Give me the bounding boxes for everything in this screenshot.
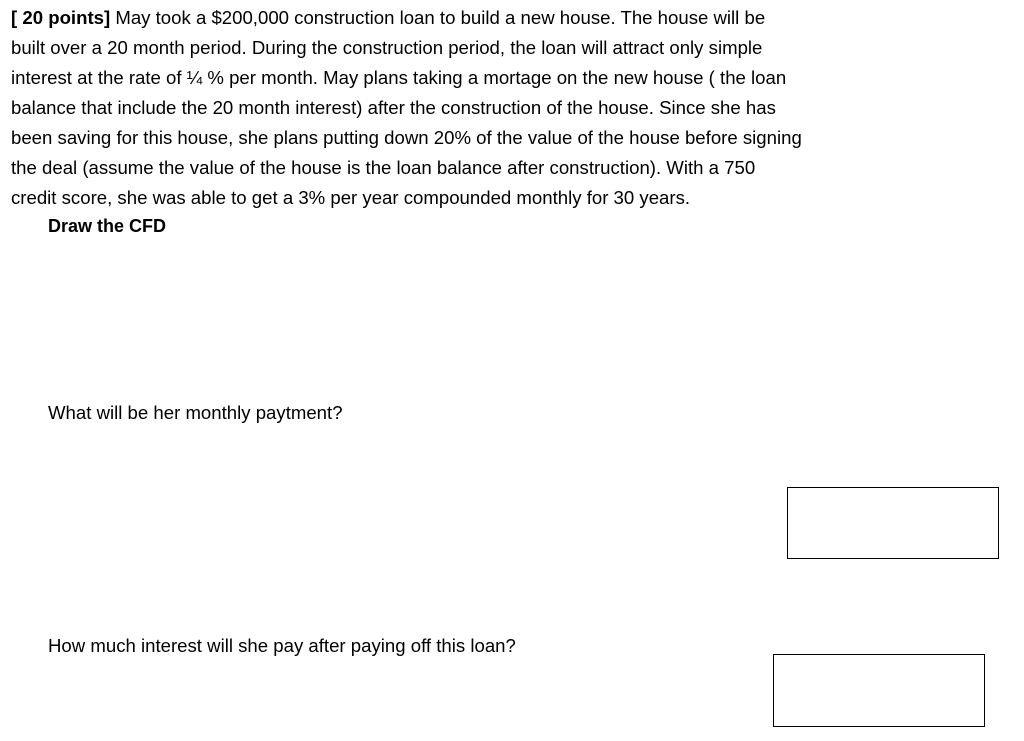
- monthly-payment-question: What will be her monthly paytment?: [48, 402, 343, 423]
- problem-statement: [11, 3, 1011, 213]
- total-interest-answer-box[interactable]: [773, 654, 985, 727]
- problem-line-2: built over a 20 month period. During the construction period, the loan will attract only simple: [11, 37, 763, 58]
- total-interest-question: How much interest will she pay after paying off this loan?: [48, 635, 516, 656]
- points-label: [ 20 points]: [11, 7, 111, 28]
- problem-line-5: been saving for this house, she plans putting down 20% of the value of the house before signing: [11, 127, 802, 148]
- draw-cfd-heading: Draw the CFD: [48, 216, 167, 236]
- problem-line-6: the deal (assume the value of the house is the loan balance after construction). With a 750: [11, 157, 756, 178]
- monthly-payment-answer-box[interactable]: [787, 487, 999, 559]
- problem-line-7: credit score, she was able to get a 3% per year compounded monthly for 30 years.: [11, 187, 691, 208]
- problem-line-4: balance that include the 20 month interest) after the construction of the house. Since she has: [11, 97, 776, 118]
- problem-line-3: interest at the rate of ¼ % per month. May plans taking a mortage on the new house ( the loan: [11, 67, 787, 88]
- problem-line-1: [11, 3, 1011, 33]
- problem-line-1-text: May took a $200,000 construction loan to build a new house. The house will be: [110, 7, 766, 28]
